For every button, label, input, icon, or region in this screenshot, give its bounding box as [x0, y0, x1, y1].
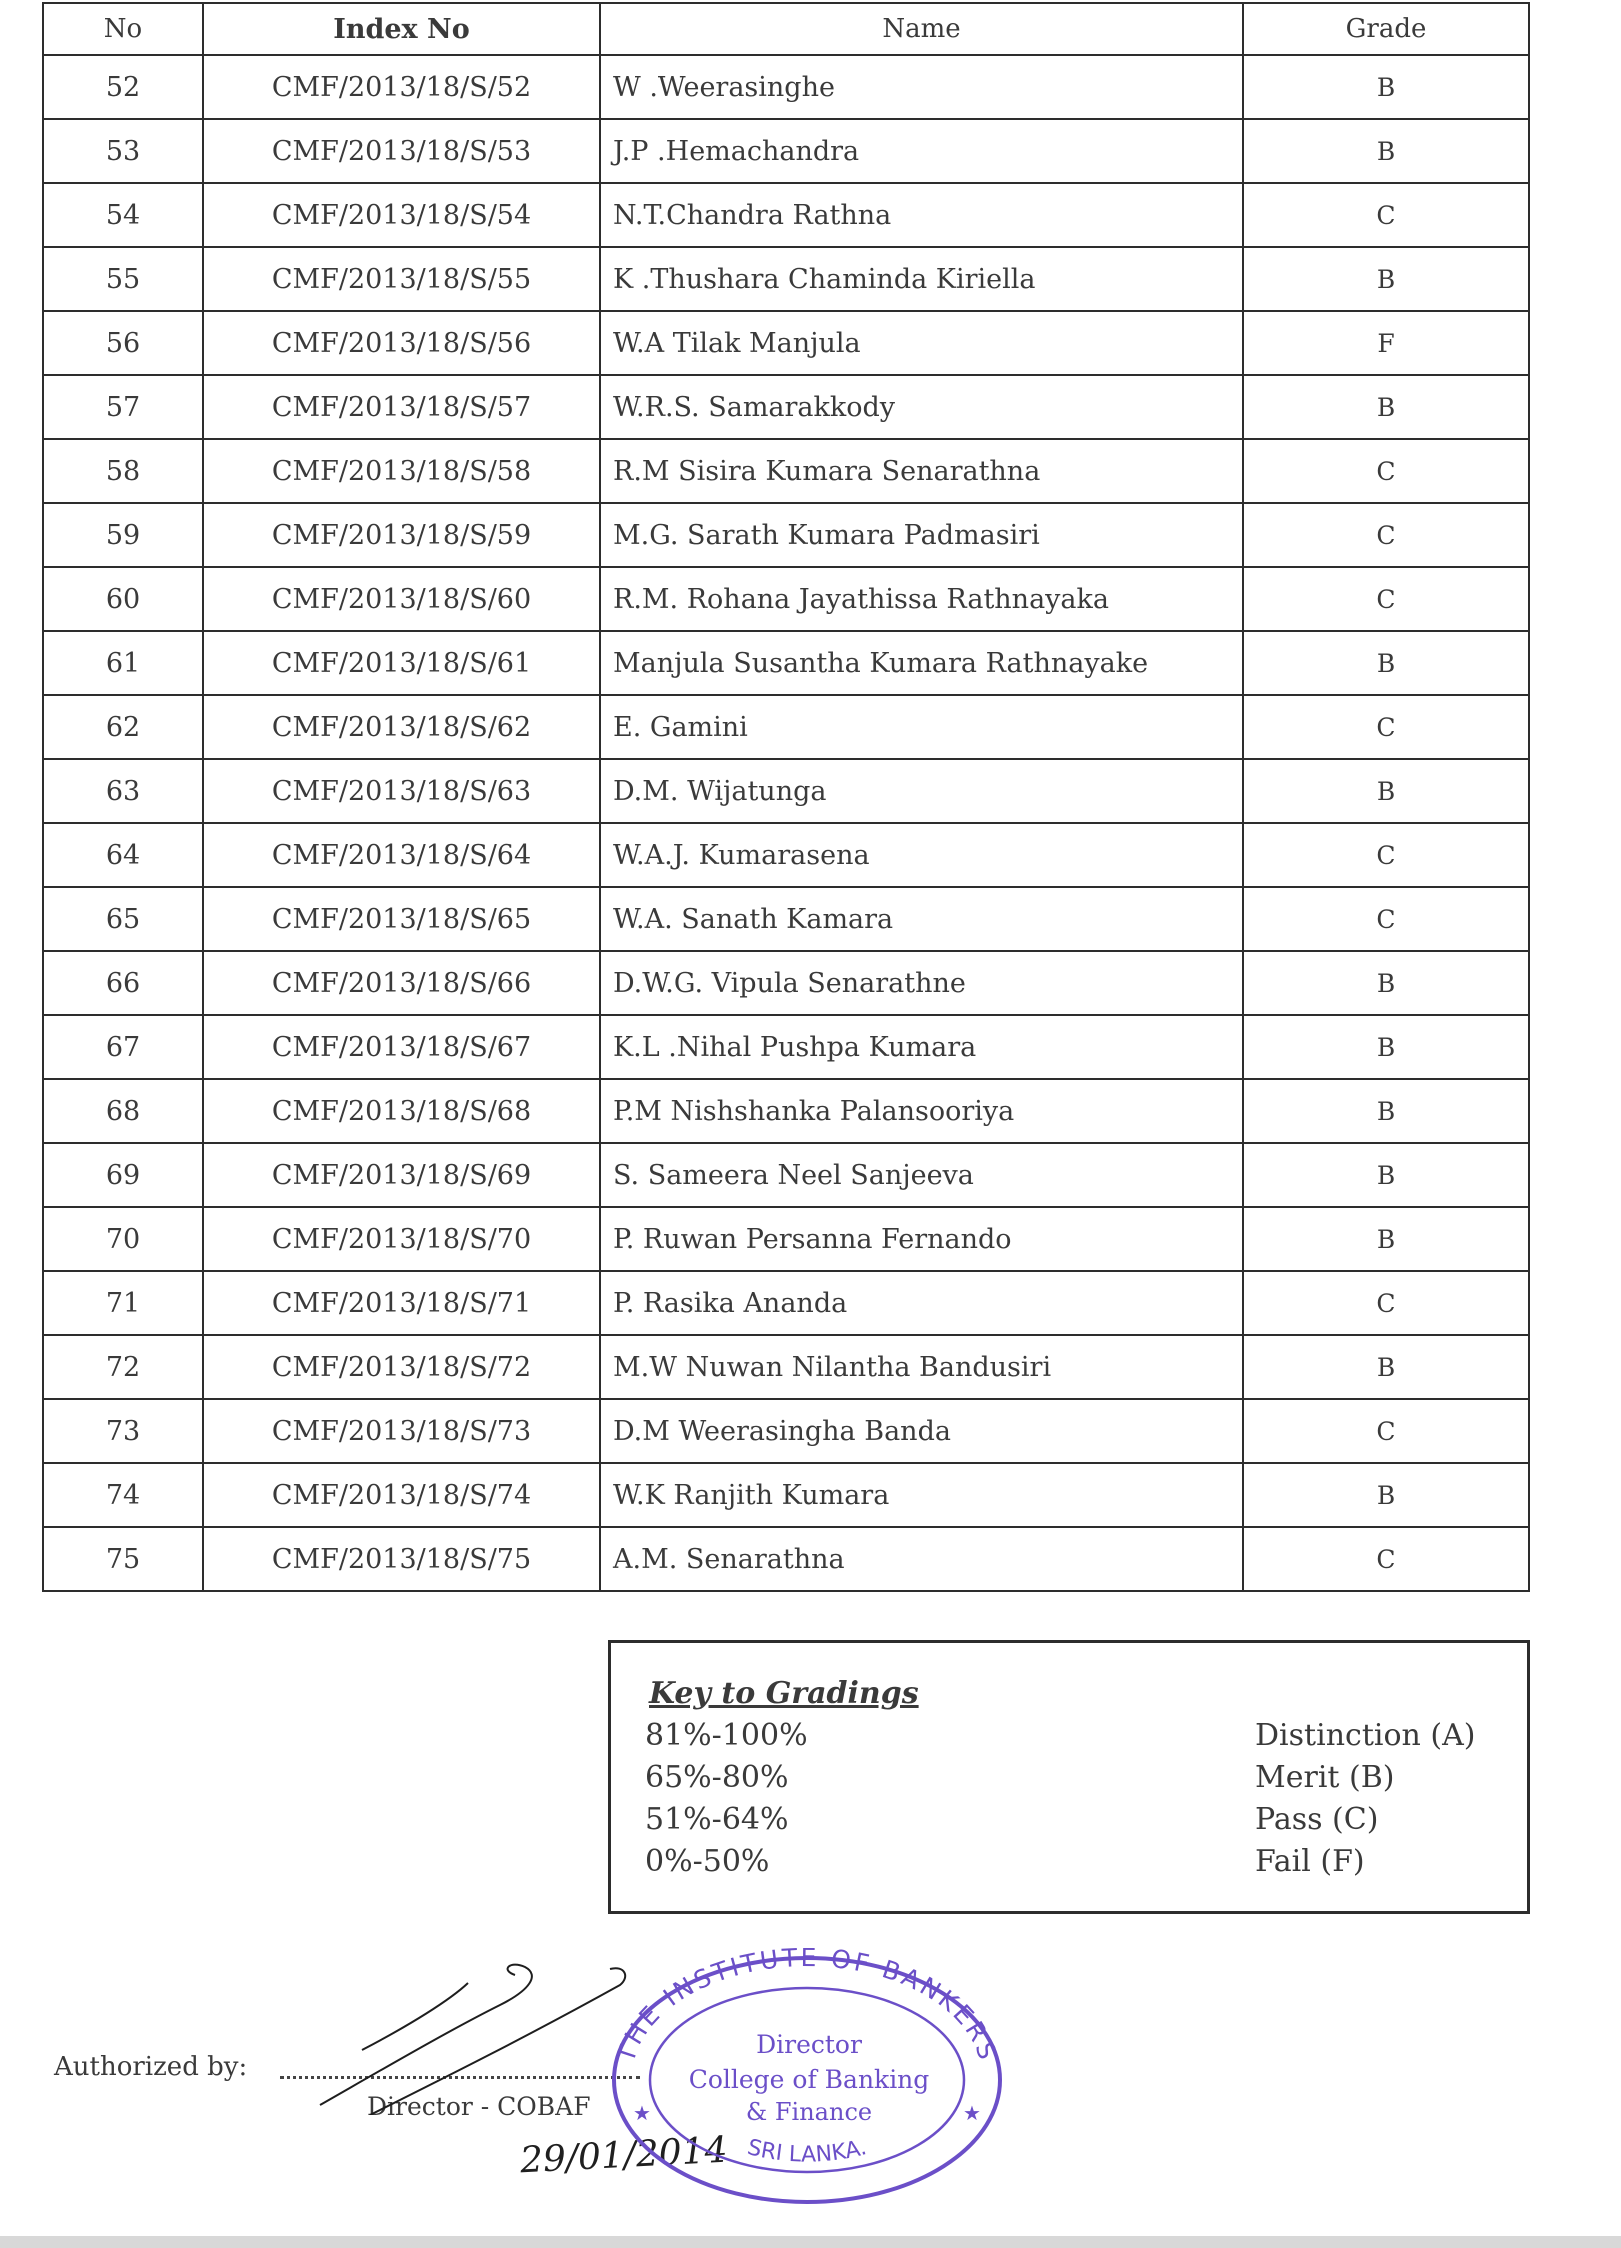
cell-grade: B: [1243, 375, 1529, 439]
cell-index-no: CMF/2013/18/S/75: [203, 1527, 600, 1591]
cell-name: P. Ruwan Persanna Fernando: [600, 1207, 1243, 1271]
table-row: [43, 247, 1529, 311]
header-no: No: [43, 3, 203, 55]
cell-no: 71: [43, 1271, 203, 1335]
cell-name: W.R.S. Samarakkody: [600, 375, 1243, 439]
cell-index-no: CMF/2013/18/S/66: [203, 951, 600, 1015]
cell-no: 61: [43, 631, 203, 695]
key-range: 65%-80%: [645, 1760, 789, 1795]
stamp-bottom-text: SRI LANKA.: [744, 2135, 870, 2168]
cell-name: D.M. Wijatunga: [600, 759, 1243, 823]
cell-name: J.P .Hemachandra: [600, 119, 1243, 183]
cell-no: 60: [43, 567, 203, 631]
table-row: [43, 1015, 1529, 1079]
cell-no: 69: [43, 1143, 203, 1207]
cell-name: M.G. Sarath Kumara Padmasiri: [600, 503, 1243, 567]
table-row: [43, 439, 1529, 503]
cell-grade: C: [1243, 1271, 1529, 1335]
cell-index-no: CMF/2013/18/S/58: [203, 439, 600, 503]
table-row: [43, 567, 1529, 631]
cell-index-no: CMF/2013/18/S/60: [203, 567, 600, 631]
cell-grade: C: [1243, 823, 1529, 887]
cell-grade: C: [1243, 887, 1529, 951]
table-row: [43, 55, 1529, 119]
cell-grade: B: [1243, 1143, 1529, 1207]
cell-name: W.A.J. Kumarasena: [600, 823, 1243, 887]
cell-index-no: CMF/2013/18/S/62: [203, 695, 600, 759]
cell-name: A.M. Senarathna: [600, 1527, 1243, 1591]
cell-grade: B: [1243, 1079, 1529, 1143]
key-range: 81%-100%: [645, 1718, 808, 1753]
cell-no: 67: [43, 1015, 203, 1079]
results-table: [42, 2, 1530, 1592]
table-row: [43, 375, 1529, 439]
cell-no: 65: [43, 887, 203, 951]
signature-mark: [300, 1955, 640, 2115]
cell-grade: B: [1243, 759, 1529, 823]
cell-index-no: CMF/2013/18/S/74: [203, 1463, 600, 1527]
key-grade-label: Pass (C): [1255, 1802, 1379, 1837]
cell-no: 57: [43, 375, 203, 439]
cell-name: P. Rasika Ananda: [600, 1271, 1243, 1335]
cell-grade: C: [1243, 1399, 1529, 1463]
authorized-by-label: Authorized by:: [54, 2052, 248, 2082]
cell-index-no: CMF/2013/18/S/73: [203, 1399, 600, 1463]
cell-index-no: CMF/2013/18/S/56: [203, 311, 600, 375]
cell-grade: C: [1243, 567, 1529, 631]
scan-edge: [0, 2236, 1621, 2248]
cell-name: W.A. Sanath Kamara: [600, 887, 1243, 951]
table-row: [43, 631, 1529, 695]
cell-no: 72: [43, 1335, 203, 1399]
cell-name: N.T.Chandra Rathna: [600, 183, 1243, 247]
cell-index-no: CMF/2013/18/S/54: [203, 183, 600, 247]
cell-grade: C: [1243, 439, 1529, 503]
cell-grade: B: [1243, 1463, 1529, 1527]
key-grade-label: Fail (F): [1255, 1844, 1365, 1879]
table-row: [43, 1143, 1529, 1207]
cell-name: D.W.G. Vipula Senarathne: [600, 951, 1243, 1015]
cell-no: 63: [43, 759, 203, 823]
cell-index-no: CMF/2013/18/S/57: [203, 375, 600, 439]
table-row: [43, 887, 1529, 951]
cell-no: 58: [43, 439, 203, 503]
cell-name: E. Gamini: [600, 695, 1243, 759]
table-row: [43, 823, 1529, 887]
cell-grade: B: [1243, 1015, 1529, 1079]
cell-index-no: CMF/2013/18/S/53: [203, 119, 600, 183]
cell-name: R.M. Rohana Jayathissa Rathnayaka: [600, 567, 1243, 631]
cell-no: 70: [43, 1207, 203, 1271]
grading-key-box: [608, 1640, 1530, 1914]
cell-grade: F: [1243, 311, 1529, 375]
cell-grade: B: [1243, 247, 1529, 311]
stamp-star-icon: ★: [963, 2101, 981, 2125]
cell-no: 73: [43, 1399, 203, 1463]
table-body: [43, 55, 1529, 1591]
key-row: [611, 1802, 1527, 1844]
cell-name: W.K Ranjith Kumara: [600, 1463, 1243, 1527]
stamp-top-text: THE INSTITUTE OF BANKERS: [611, 1948, 1003, 2066]
cell-no: 75: [43, 1527, 203, 1591]
cell-no: 53: [43, 119, 203, 183]
table-row: [43, 311, 1529, 375]
key-range: 51%-64%: [645, 1802, 789, 1837]
stamp-star-icon: ★: [633, 2101, 651, 2125]
table-row: [43, 1271, 1529, 1335]
cell-name: Manjula Susantha Kumara Rathnayake: [600, 631, 1243, 695]
cell-index-no: CMF/2013/18/S/72: [203, 1335, 600, 1399]
cell-grade: B: [1243, 951, 1529, 1015]
key-grade-label: Merit (B): [1255, 1760, 1395, 1795]
cell-no: 54: [43, 183, 203, 247]
cell-grade: B: [1243, 1335, 1529, 1399]
cell-name: S. Sameera Neel Sanjeeva: [600, 1143, 1243, 1207]
cell-grade: B: [1243, 55, 1529, 119]
cell-no: 62: [43, 695, 203, 759]
cell-no: 56: [43, 311, 203, 375]
cell-name: D.M Weerasingha Banda: [600, 1399, 1243, 1463]
stamp-line-3: & Finance: [745, 2098, 873, 2126]
table-row: [43, 119, 1529, 183]
cell-no: 68: [43, 1079, 203, 1143]
table-row: [43, 1335, 1529, 1399]
cell-grade: B: [1243, 119, 1529, 183]
cell-grade: B: [1243, 1207, 1529, 1271]
table-row: [43, 1399, 1529, 1463]
cell-name: K.L .Nihal Pushpa Kumara: [600, 1015, 1243, 1079]
cell-name: R.M Sisira Kumara Senarathna: [600, 439, 1243, 503]
cell-no: 52: [43, 55, 203, 119]
key-row: [611, 1760, 1527, 1802]
table-row: [43, 951, 1529, 1015]
table-row: [43, 759, 1529, 823]
cell-no: 55: [43, 247, 203, 311]
table-row: [43, 1207, 1529, 1271]
cell-index-no: CMF/2013/18/S/52: [203, 55, 600, 119]
cell-index-no: CMF/2013/18/S/68: [203, 1079, 600, 1143]
header-name: Name: [600, 3, 1243, 55]
institute-stamp: [602, 1948, 1012, 2208]
cell-name: P.M Nishshanka Palansooriya: [600, 1079, 1243, 1143]
table-row: [43, 1079, 1529, 1143]
cell-index-no: CMF/2013/18/S/70: [203, 1207, 600, 1271]
cell-name: M.W Nuwan Nilantha Bandusiri: [600, 1335, 1243, 1399]
table-row: [43, 1463, 1529, 1527]
key-row: [611, 1844, 1527, 1886]
cell-name: W .Weerasinghe: [600, 55, 1243, 119]
table-row: [43, 183, 1529, 247]
cell-grade: C: [1243, 695, 1529, 759]
cell-index-no: CMF/2013/18/S/64: [203, 823, 600, 887]
cell-no: 59: [43, 503, 203, 567]
table-header-row: [43, 3, 1529, 55]
cell-grade: B: [1243, 631, 1529, 695]
key-grade-label: Distinction (A): [1255, 1718, 1476, 1753]
cell-no: 64: [43, 823, 203, 887]
signature-date: 29/01/2014: [519, 2129, 729, 2182]
table-row: [43, 503, 1529, 567]
key-range: 0%-50%: [645, 1844, 770, 1879]
key-row: [611, 1718, 1527, 1760]
cell-no: 66: [43, 951, 203, 1015]
table-row: [43, 1527, 1529, 1591]
stamp-line-1: Director: [756, 2030, 862, 2059]
header-grade: Grade: [1243, 3, 1529, 55]
cell-index-no: CMF/2013/18/S/55: [203, 247, 600, 311]
header-index-no: Index No: [203, 3, 600, 55]
cell-name: K .Thushara Chaminda Kiriella: [600, 247, 1243, 311]
key-title: Key to Gradings: [649, 1676, 919, 1711]
cell-index-no: CMF/2013/18/S/59: [203, 503, 600, 567]
cell-index-no: CMF/2013/18/S/65: [203, 887, 600, 951]
cell-name: W.A Tilak Manjula: [600, 311, 1243, 375]
cell-grade: C: [1243, 503, 1529, 567]
cell-grade: C: [1243, 183, 1529, 247]
cell-index-no: CMF/2013/18/S/61: [203, 631, 600, 695]
director-title: Director - COBAF: [367, 2092, 591, 2121]
cell-no: 74: [43, 1463, 203, 1527]
cell-index-no: CMF/2013/18/S/63: [203, 759, 600, 823]
cell-index-no: CMF/2013/18/S/71: [203, 1271, 600, 1335]
cell-index-no: CMF/2013/18/S/69: [203, 1143, 600, 1207]
cell-grade: C: [1243, 1527, 1529, 1591]
table-row: [43, 695, 1529, 759]
cell-index-no: CMF/2013/18/S/67: [203, 1015, 600, 1079]
stamp-line-2: College of Banking: [688, 2065, 930, 2094]
